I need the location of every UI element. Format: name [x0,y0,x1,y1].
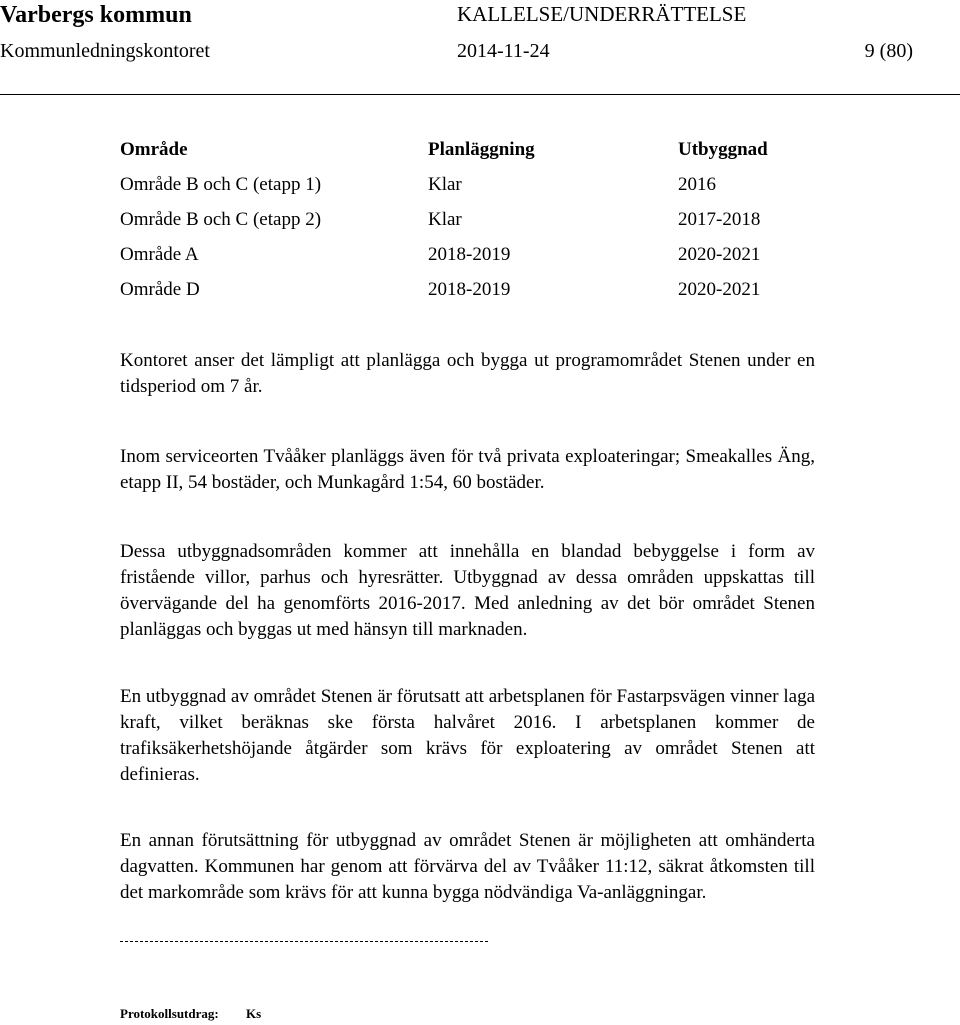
page-number: 9 (80) [864,40,913,62]
paragraph-development-areas: Dessa utbyggnadsområden kommer att innehålla en blandad bebyggelse i form av fristående villor, parhus och hyresrätter. Utbyggnad av dessa områden uppskattas till övervägande del ha genomförts 2016-2017. Med anledning av det bör området Stenen planläggas och byggas ut med hänsyn till marknaden. [120,541,815,640]
table-row [120,206,820,241]
column-header-development: Utbyggnad [678,139,768,160]
table-row [120,241,820,276]
schedule-table [120,136,820,311]
column-header-planning: Planläggning [428,139,535,160]
development-cell: 2016 [678,174,716,195]
development-cell: 2020-2021 [678,279,761,300]
planning-cell: Klar [428,209,462,230]
area-cell: Område B och C (etapp 1) [120,174,322,195]
paragraph-work-plan: En utbyggnad av området Stenen är förutsatt att arbetsplanen för Fastarpsvägen vinner laga kraft, vilket beräknas ske första halvåret 2016. I arbetsplanen kommer de trafiksäkerhetshöjande åtgärder som krävs för exploatering av området Stenen att definieras. [120,686,815,785]
area-cell: Område D [120,279,200,300]
paragraph-office-opinion: Kontoret anser det lämpligt att planlägga och bygga ut programområdet Stenen under en tidsperiod om 7 år. [120,350,815,397]
document-date: 2014-11-24 [457,40,550,62]
area-cell: Område B och C (etapp 2) [120,209,322,230]
table-row [120,276,820,311]
column-header-area: Område [120,139,188,160]
planning-cell: 2018-2019 [428,244,511,265]
development-cell: 2017-2018 [678,209,761,230]
planning-cell: 2018-2019 [428,279,511,300]
table-header-row [120,136,820,171]
protocol-excerpt-value: Ks [246,1006,262,1021]
table-row [120,171,820,206]
development-cell: 2020-2021 [678,244,761,265]
document-type: KALLELSE/UNDERRÄTTELSE [457,2,747,26]
department-name: Kommunledningskontoret [0,40,210,62]
area-cell: Område A [120,244,199,265]
header-divider [0,94,960,95]
planning-cell: Klar [428,174,462,195]
protocol-excerpt-label: Protokollsutdrag: [120,1006,219,1021]
organization-name: Varbergs kommun [0,2,192,28]
paragraph-stormwater: En annan förutsättning för utbyggnad av området Stenen är möjligheten att omhänderta dagvatten. Kommunen har genom att förvärva del av Tvååker 11:12, säkrat åtkomsten till det markområde som krävs för att kunna bygga nödvändiga Va-anläggningar. [120,830,815,903]
paragraph-private-exploitations: Inom serviceorten Tvååker planläggs även för två privata exploateringar; Smeakalles Äng, etapp II, 54 bostäder, och Munkagård 1:54, 60 bostäder. [120,446,815,493]
dashed-separator [120,941,488,942]
